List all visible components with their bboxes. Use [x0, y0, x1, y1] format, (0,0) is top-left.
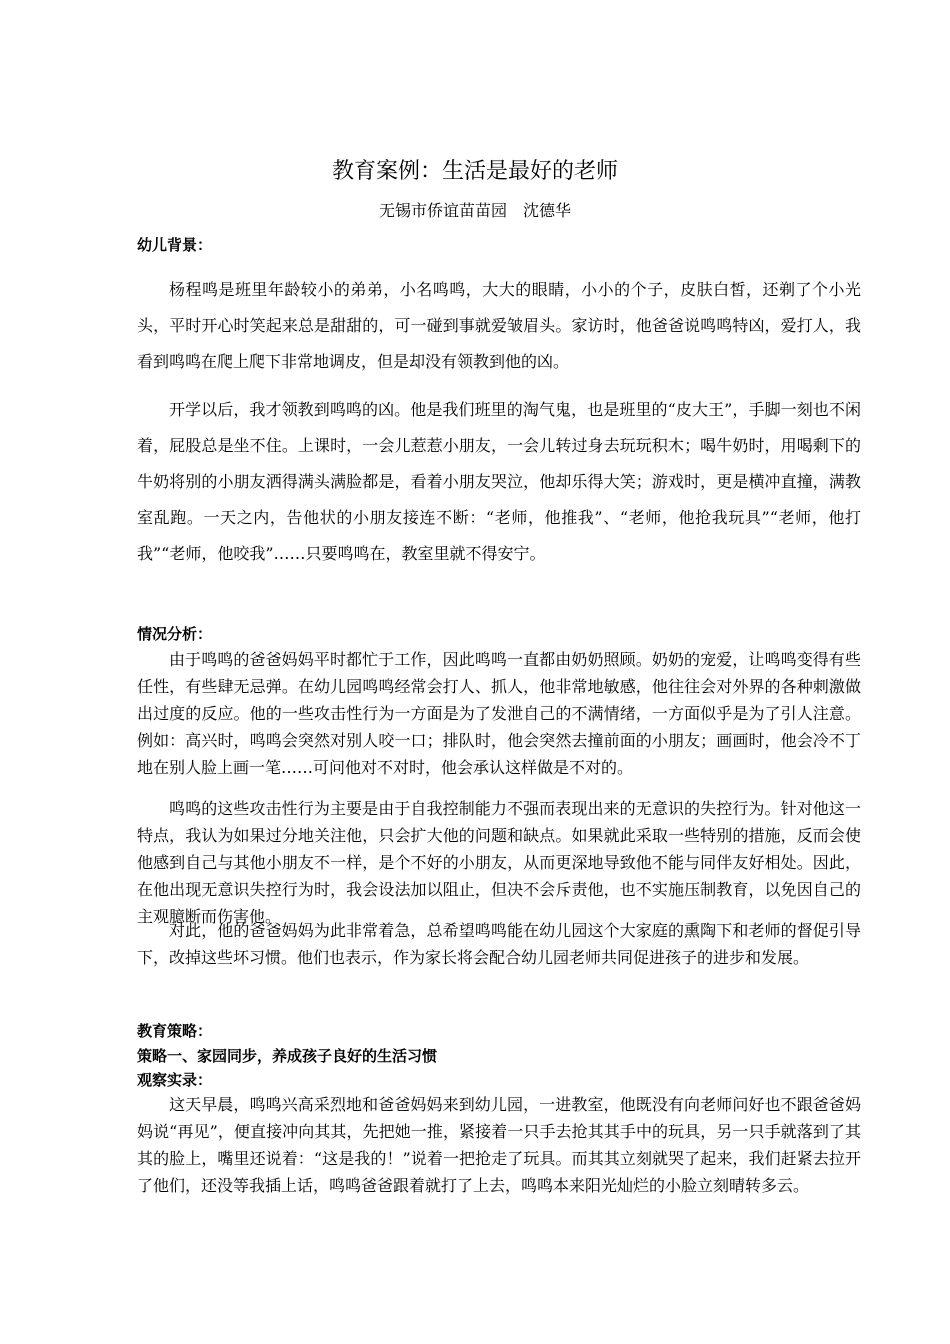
section-heading-analysis: 情况分析：	[137, 625, 213, 643]
section-heading-background: 幼儿背景：	[137, 236, 213, 254]
section-heading-strategy: 教育策略：	[137, 1022, 213, 1040]
document-title: 教育案例：生活是最好的老师	[331, 159, 618, 184]
author-line: 无锡市侨谊苗苗园 沈德华	[378, 201, 571, 220]
paragraph-analysis-2: 鸣鸣的这些攻击性行为主要是由于自我控制能力不强而表现出来的无意识的失控行为。针对他这一特点，我认为如果过分地关注他，只会扩大他的问题和缺点。如果就此采取一些特别的措施，反而会使他感到自己与其他小朋友不一样，是个不好的小朋友，从而更深地导致他不能与同伴友好相处。因此，在他出现无意识失控行为时，我会设法加以阻止，但决不会斥责他，也不实施压制教育，以免因自己的主观臆断而伤害他。	[137, 799, 861, 926]
paragraph-analysis-1: 由于鸣鸣的爸爸妈妈平时都忙于工作，因此鸣鸣一直都由奶奶照顾。奶奶的宠爱，让鸣鸣变得有些任性，有些肆无忌弹。在幼儿园鸣鸣经常会打人、抓人，他非常地敏感，他往往会对外界的各种刺激做出过度的反应。他的一些攻击性行为一方面是为了发泄自己的不满情绪，一方面似乎是为了引人注意。例如：高兴时，鸣鸣会突然对别人咬一口；排队时，他会突然去撞前面的小朋友；画画时，他会冷不丁地在别人脸上画一笔……可问他对不对时，他会承认这样做是不对的。	[137, 650, 861, 777]
paragraph-background-2: 开学以后，我才领教到鸣鸣的凶。他是我们班里的淘气鬼，也是班里的“皮大王”，手脚一刻也不闲着，屁股总是坐不住。上课时，一会儿惹惹小朋友，一会儿转过身去玩玩积木；喝牛奶时，用喝剩下的牛奶将别的小朋友洒得满头满脸都是，看着小朋友哭泣，他却乐得大笑；游戏时，更是横冲直撞，满教室乱跑。一天之内，告他状的小朋友接连不断：“老师，他推我”、“老师，他抢我玩具”“老师，他打我”“老师，他咬我”……只要鸣鸣在，教室里就不得安宁。	[137, 400, 861, 563]
strategy-one-heading: 策略一、家园同步，养成孩子良好的生活习惯	[137, 1047, 438, 1065]
paragraph-background-1: 杨程鸣是班里年龄较小的弟弟，小名鸣鸣，大大的眼睛，小小的个子，皮肤白皙，还剃了个小光头，平时开心时笑起来总是甜甜的，可一碰到事就爱皱眉头。家访时，他爸爸说鸣鸣特凶，爱打人，我看到鸣鸣在爬上爬下非常地调皮，但是却没有领教到他的凶。	[137, 280, 861, 371]
paragraph-observation-1: 这天早晨，鸣鸣兴高采烈地和爸爸妈妈来到幼儿园，一进教室，他既没有向老师问好也不跟爸爸妈妈说“再见”，便直接冲向其其，先把她一推，紧接着一只手去抢其其手中的玩具，另一只手就落到了其其的脸上，嘴里还说着：“这是我的！”说着一把抢走了玩具。而其其立刻就哭了起来，我们赶紧去拉开了他们，还没等我插上话，鸣鸣爸爸跟着就打了上去，鸣鸣本来阳光灿烂的小脸立刻晴转多云。	[137, 1095, 861, 1195]
section-heading-observation: 观察实录：	[137, 1071, 213, 1089]
paragraph-analysis-3: 对此，他的爸爸妈妈为此非常着急，总希望鸣鸣能在幼儿园这个大家庭的熏陶下和老师的督促引导下，改掉这些坏习惯。他们也表示，作为家长将会配合幼儿园老师共同促进孩子的进步和发展。	[137, 921, 861, 967]
